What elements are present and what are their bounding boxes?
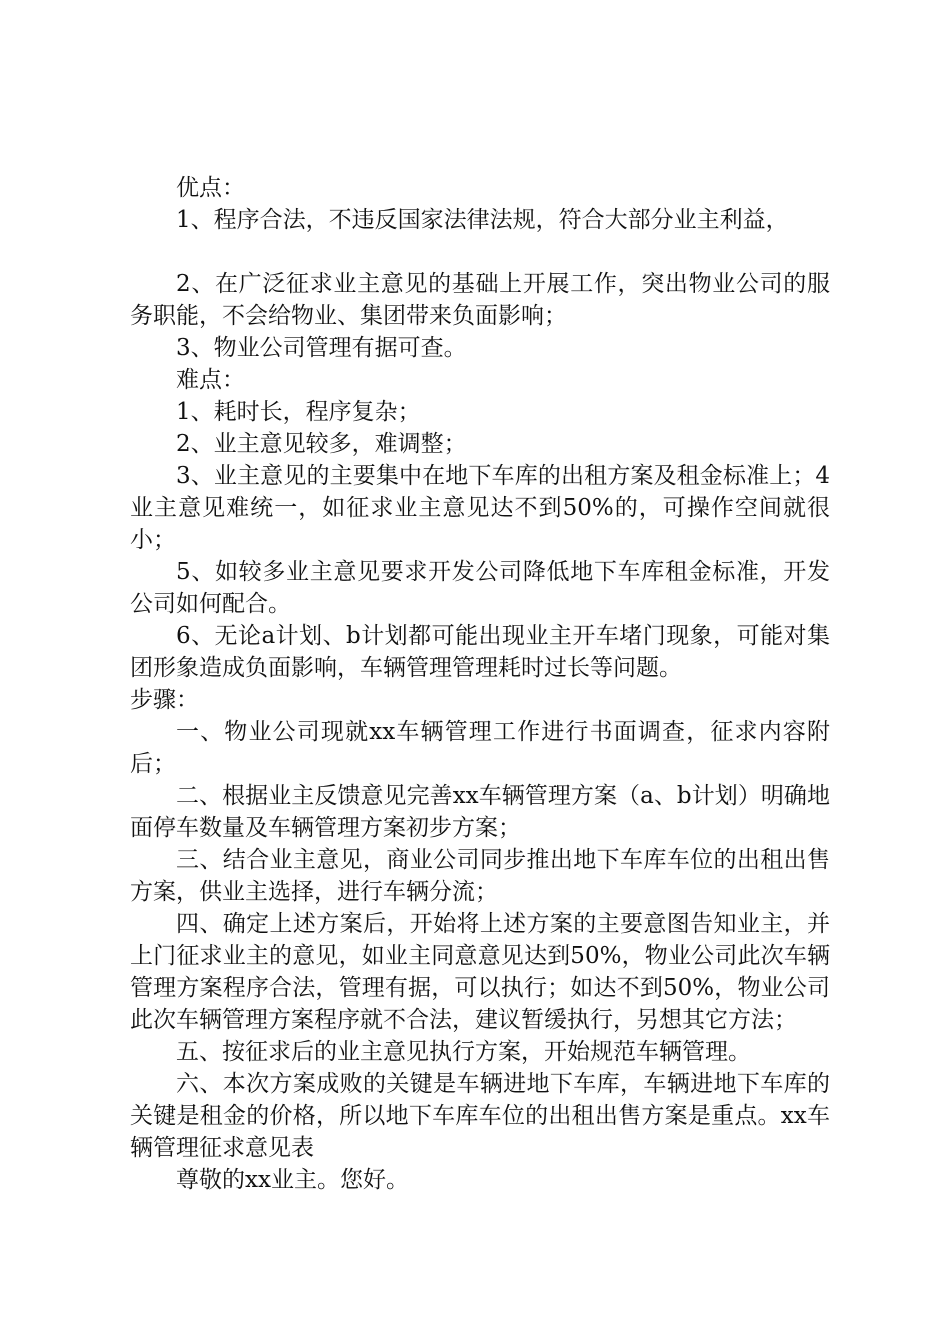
step-item-1: 一、物业公司现就xx车辆管理工作进行书面调查，征求内容附后；: [130, 719, 830, 777]
difficulty-item-2: 2、业主意见较多，难调整；: [176, 431, 467, 457]
difficulty-item-6: 6、无论a计划、b计划都可能出现业主开车堵门现象，可能对集团形象造成负面影响，车辆管理管理耗时过长等问题。: [130, 623, 830, 681]
heading-difficulties: 难点：: [176, 367, 245, 393]
greeting: 尊敬的xx业主。您好。: [176, 1167, 409, 1193]
step-item-6: 六、本次方案成败的关键是车辆进地下车库，车辆进地下车库的关键是租金的价格，所以地下车库车位的出租出售方案是重点。xx车辆管理征求意见表: [130, 1071, 830, 1161]
difficulty-item-3: 3、业主意见的主要集中在地下车库的出租方案及租金标准上；4业主意见难统一，如征求业主意见达不到50%的，可操作空间就很小；: [130, 463, 830, 553]
advantage-item-3: 3、物业公司管理有据可查。: [176, 335, 467, 361]
advantage-item-1: 1、程序合法，不违反国家法律法规，符合大部分业主利益，: [176, 207, 789, 233]
paragraph-gap: [130, 236, 830, 268]
advantage-item-2: 2、在广泛征求业主意见的基础上开展工作，突出物业公司的服务职能，不会给物业、集团带来负面影响；: [130, 271, 830, 329]
difficulty-item-5: 5、如较多业主意见要求开发公司降低地下车库租金标准，开发公司如何配合。: [130, 559, 830, 617]
heading-advantages: 优点：: [176, 175, 245, 201]
step-item-5: 五、按征求后的业主意见执行方案，开始规范车辆管理。: [176, 1039, 751, 1065]
heading-steps: 步骤：: [130, 687, 199, 713]
step-item-2: 二、根据业主反馈意见完善xx车辆管理方案（a、b计划）明确地面停车数量及车辆管理方案初步方案；: [130, 783, 830, 841]
difficulty-item-1: 1、耗时长，程序复杂；: [176, 399, 421, 425]
document-body: [130, 172, 830, 1196]
step-item-4: 四、确定上述方案后，开始将上述方案的主要意图告知业主，并上门征求业主的意见，如业主同意意见达到50%，物业公司此次车辆管理方案程序合法，管理有据，可以执行；如达不到50%，物业公司此次车辆管理方案程序就不合法，建议暂缓执行，另想其它方法；: [130, 911, 830, 1033]
step-item-3: 三、结合业主意见，商业公司同步推出地下车库车位的出租出售方案，供业主选择，进行车辆分流；: [130, 847, 830, 905]
